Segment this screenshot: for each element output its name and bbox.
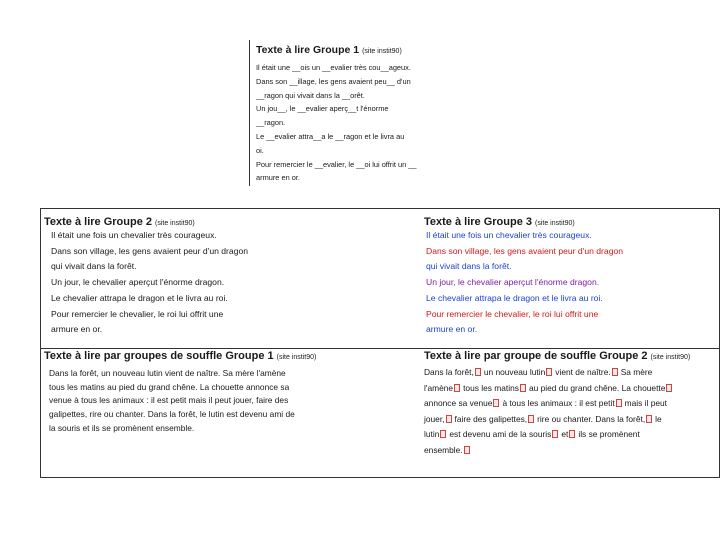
panel-group1	[249, 40, 454, 186]
text-line: Dans son __illage, les gens avaient peu__ d'un	[256, 76, 411, 86]
breath-marker-icon	[546, 368, 552, 376]
breath-marker-icon	[646, 415, 652, 423]
breath-marker-icon	[520, 384, 526, 392]
panel-breath-group1-text	[44, 367, 374, 436]
text-line: Un jour, le chevalier aperçut l'énorme dragon.	[51, 277, 225, 288]
breath-marker-icon	[475, 368, 481, 376]
text-line: armure en or.	[426, 324, 478, 335]
text-segment: Dans la forêt,	[424, 367, 474, 377]
text-segment: Sa mère	[620, 367, 653, 377]
text-line: venue à tous les animaux : il est petit mais il peut jouer, faire des	[49, 395, 289, 406]
text-segment: ils se promènent	[578, 429, 640, 440]
text-line: armure en or.	[256, 173, 300, 183]
text-line: Il était une __ois un __evalier très cou__ageux.	[256, 63, 411, 72]
text-line: Un jour, le chevalier aperçut l'énorme dragon.	[426, 277, 600, 288]
breath-marker-icon	[454, 384, 460, 392]
text-segment: l'amène	[424, 382, 454, 393]
frame-divider-middle	[40, 348, 720, 349]
breath-marker-icon	[464, 446, 470, 454]
breath-marker-icon	[666, 384, 672, 392]
text-line: __ragon qui vivait dans la __orêt.	[256, 90, 365, 100]
panel-group1-source: (site instit90)	[362, 48, 402, 55]
text-line: Un jou__, le __evalier aperç__t l'énorme	[256, 104, 389, 114]
text-line: galipettes, rire ou chanter. Dans la forêt, le lutin est devenu ami de	[49, 409, 295, 420]
panel-breath-group1-source: (site instit90)	[276, 354, 317, 361]
breath-marker-icon	[552, 430, 558, 438]
frame-divider-left	[40, 208, 41, 478]
text-segment: tous les matins	[463, 382, 519, 393]
text-line: Pour remercier le chevalier, le roi lui offrit une	[426, 308, 599, 319]
panel-group3-title: Texte à lire Groupe 3 (site instit90)	[424, 216, 575, 228]
text-line: Pour remercier le chevalier, le roi lui offrit une	[51, 308, 224, 319]
text-segment: annonce sa venue	[424, 398, 493, 409]
panel-breath-group2-title: Texte à lire par groupe de souffle Groupe 2 (site instit90)	[424, 350, 691, 362]
text-line: Dans son village, les gens avaient peur d'un dragon	[51, 245, 249, 256]
panel-group2-source: (site instit90)	[155, 220, 195, 227]
text-segment: ensemble.	[424, 444, 463, 455]
text-segment: vient de naître.	[555, 367, 611, 377]
panel-group3-source: (site instit90)	[535, 220, 575, 227]
panel-breath-group2-text	[424, 365, 716, 459]
text-line: Le chevalier attrapa le dragon et le livra au roi.	[426, 292, 603, 303]
panel-breath-group1-title: Texte à lire par groupes de souffle Groupe 1 (site instit90)	[44, 350, 317, 362]
text-line: __ragon.	[256, 118, 286, 128]
text-line: Il était une fois un chevalier très courageux.	[51, 230, 217, 240]
breath-marker-icon	[446, 415, 452, 423]
breath-marker-icon	[528, 415, 534, 423]
panel-group1-title: Texte à lire Groupe 1 (site instit90)	[256, 44, 402, 56]
text-segment: est devenu ami de la souris	[449, 429, 552, 440]
text-line	[424, 381, 716, 397]
text-line	[424, 412, 716, 428]
text-segment: jouer,	[424, 413, 445, 424]
text-segment: faire des galipettes,	[454, 413, 528, 424]
text-segment: mais il peut	[624, 398, 667, 409]
text-line: Dans son village, les gens avaient peur d'un dragon	[426, 245, 624, 256]
text-line	[424, 427, 716, 443]
frame-divider-bottom	[40, 477, 720, 478]
breath-marker-icon	[612, 368, 618, 376]
text-line	[424, 396, 716, 412]
text-segment: à tous les animaux : il est petit	[502, 398, 615, 409]
panel-group2-title: Texte à lire Groupe 2 (site instit90)	[44, 216, 195, 228]
text-line: Le chevalier attrapa le dragon et le livra au roi.	[51, 292, 228, 303]
text-line	[424, 365, 716, 381]
text-line: qui vivait dans la forêt.	[426, 261, 512, 272]
text-segment: un nouveau lutin	[483, 367, 546, 377]
text-segment: et	[561, 429, 569, 440]
panel-group1-text	[256, 62, 454, 185]
text-line: qui vivait dans la forêt.	[51, 261, 137, 272]
panel-group3	[424, 216, 716, 338]
panel-breath-group1	[44, 350, 374, 436]
breath-marker-icon	[616, 399, 622, 407]
text-line: tous les matins au pied du grand chêne. La chouette annonce sa	[49, 381, 290, 392]
text-line: oi.	[256, 145, 264, 155]
text-segment: lutin	[424, 429, 440, 440]
text-segment: le	[655, 413, 662, 424]
text-line: Dans la forêt, un nouveau lutin vient de naître. Sa mère l'amène	[49, 368, 286, 378]
text-line: la souris et ils se promènent ensemble.	[49, 422, 195, 433]
text-segment: au pied du grand chêne. La chouette	[528, 382, 666, 393]
text-line: Le __evalier attra__a le __ragon et le livra au	[256, 131, 405, 141]
text-line: Pour remercier le __evalier, le __oi lui offrit un __	[256, 159, 417, 169]
panel-breath-group2	[424, 350, 716, 459]
breath-marker-icon	[569, 430, 575, 438]
text-line: Il était une fois un chevalier très courageux.	[426, 230, 592, 240]
breath-marker-icon	[440, 430, 446, 438]
panel-breath-group2-source: (site instit90)	[650, 354, 691, 361]
breath-marker-icon	[493, 399, 499, 407]
text-line	[424, 443, 716, 459]
text-line: armure en or.	[51, 324, 103, 335]
text-segment: rire ou chanter. Dans la forêt,	[537, 413, 646, 424]
panel-group2	[44, 216, 374, 338]
frame-divider-top	[40, 208, 720, 209]
